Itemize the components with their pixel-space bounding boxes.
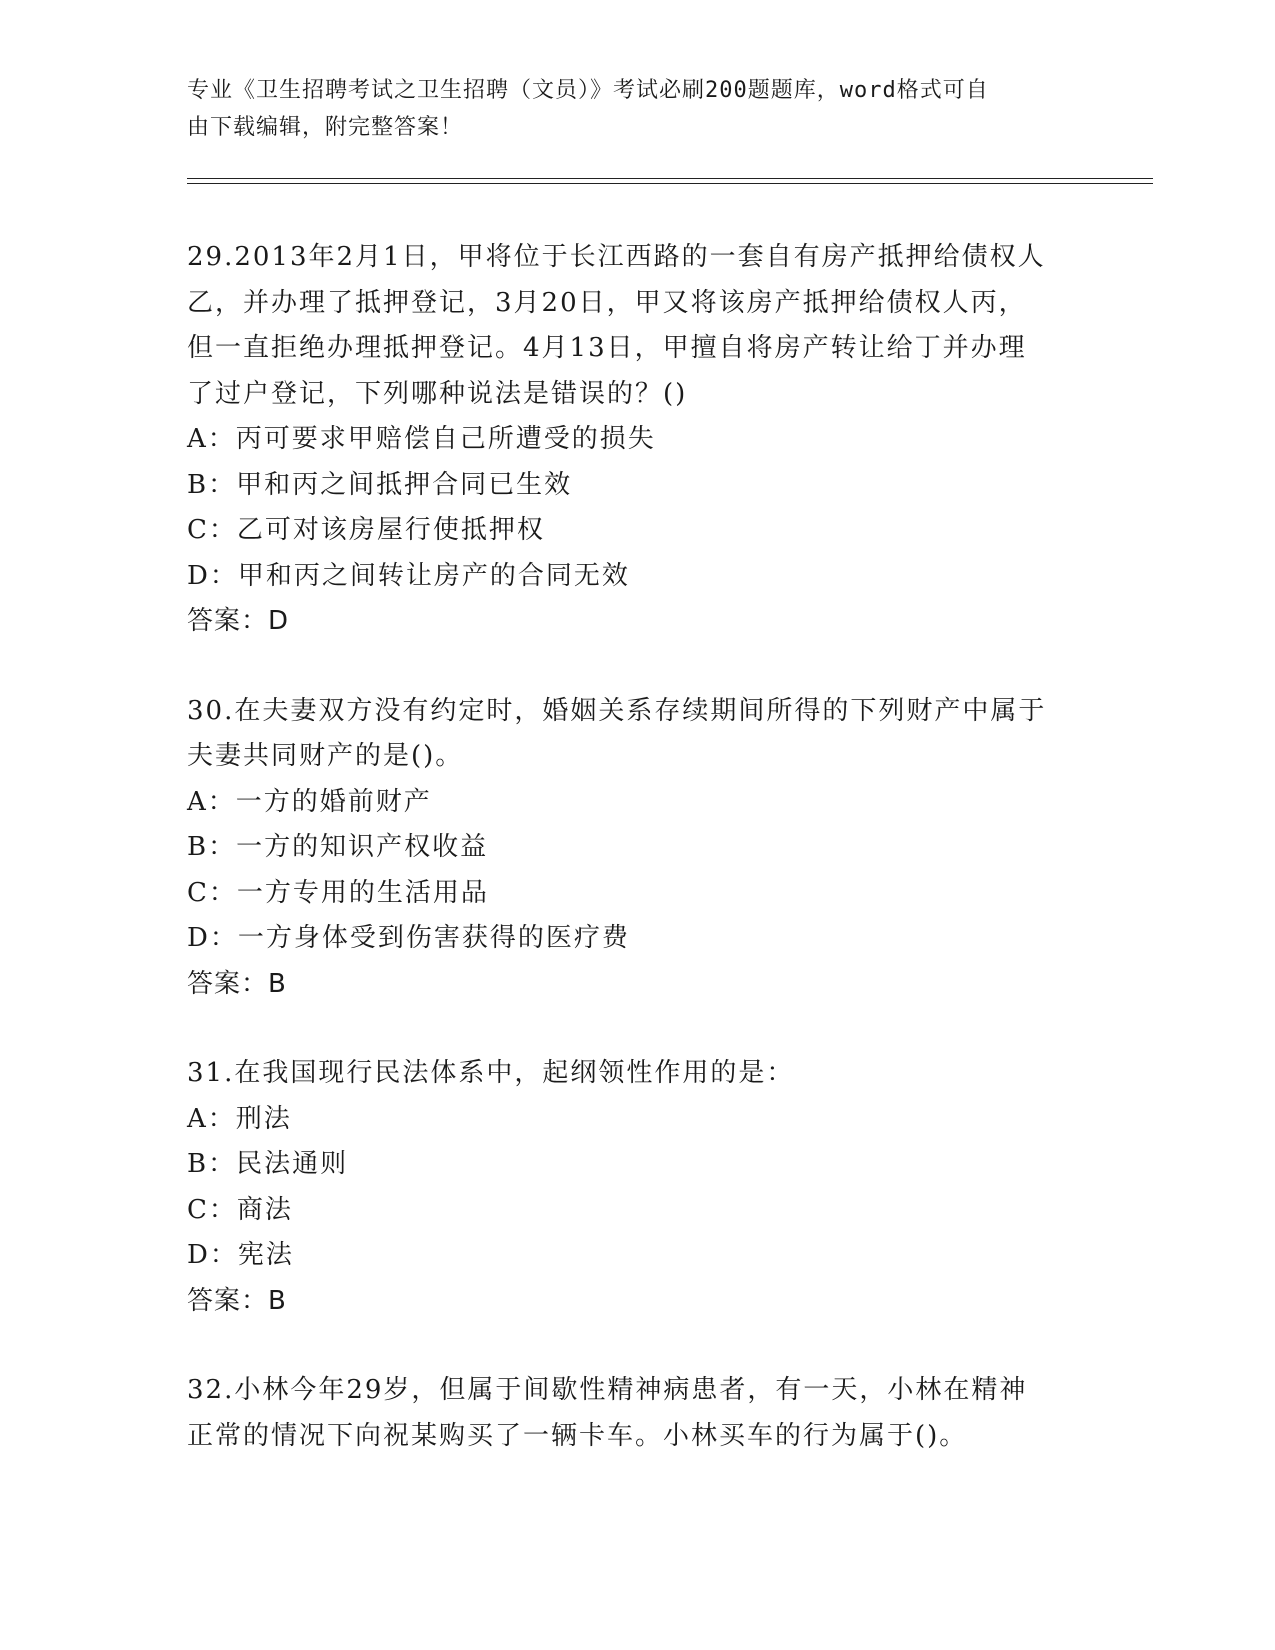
option-d: D：甲和丙之间转让房产的合同无效 [187, 560, 630, 591]
option-a: A：丙可要求甲赔偿自己所遭受的损失 [187, 424, 656, 454]
question-spacer [187, 645, 1087, 689]
option-d: D：宪法 [187, 1240, 294, 1270]
header-divider-bottom [187, 183, 1153, 184]
option-c: C：一方专用的生活用品 [187, 877, 489, 908]
question-stem-line: 但一直拒绝办理抵押登记。4月13日，甲擅自将房产转让给丁并办理 [187, 333, 1027, 363]
question-stem-line: 32.小林今年29岁，但属于间歇性精神病患者，有一天，小林在精神 [187, 1375, 1028, 1405]
document-header [187, 72, 1067, 146]
header-line-2: 由下载编辑，附完整答案！ [187, 115, 464, 140]
question-stem-line: 正常的情况下向祝某购买了一辆卡车。小林买车的行为属于()。 [187, 1420, 968, 1451]
question-29 [187, 235, 1087, 645]
answer-label: 答案：B [187, 1285, 287, 1316]
answer-label: 答案：D [187, 606, 290, 636]
option-b: B：民法通则 [187, 1149, 349, 1179]
option-a: A：刑法 [187, 1103, 292, 1134]
question-spacer [187, 1324, 1087, 1368]
option-d: D：一方身体受到伤害获得的医疗费 [187, 923, 630, 953]
question-31 [187, 1051, 1087, 1324]
option-b: B：一方的知识产权收益 [187, 832, 489, 862]
option-c: C：乙可对该房屋行使抵押权 [187, 515, 545, 545]
question-stem-line: 夫妻共同财产的是()。 [187, 741, 464, 771]
answer-label: 答案：B [187, 968, 287, 999]
option-b: B：甲和丙之间抵押合同已生效 [187, 469, 573, 500]
question-stem-line: 30.在夫妻双方没有约定时，婚姻关系存续期间所得的下列财产中属于 [187, 695, 1047, 726]
header-divider-top [187, 178, 1153, 179]
question-stem-line: 31.在我国现行民法体系中，起纲领性作用的是： [187, 1058, 795, 1088]
question-stem-line: 了过户登记，下列哪种说法是错误的？() [187, 378, 688, 409]
header-line-1: 专业《卫生招聘考试之卫生招聘（文员）》考试必刷200题题库，word格式可自 [187, 78, 989, 103]
option-c: C：商法 [187, 1194, 293, 1225]
question-30 [187, 689, 1087, 1008]
question-stem-line: 乙，并办理了抵押登记，3月20日，甲又将该房产抵押给债权人丙， [187, 287, 1027, 318]
option-a: A：一方的婚前财产 [187, 786, 432, 817]
question-32 [187, 1368, 1087, 1459]
question-list [187, 235, 1087, 1459]
question-spacer [187, 1007, 1087, 1051]
question-stem-line: 29.2013年2月1日，甲将位于长江西路的一套自有房产抵押给债权人 [187, 242, 1046, 272]
